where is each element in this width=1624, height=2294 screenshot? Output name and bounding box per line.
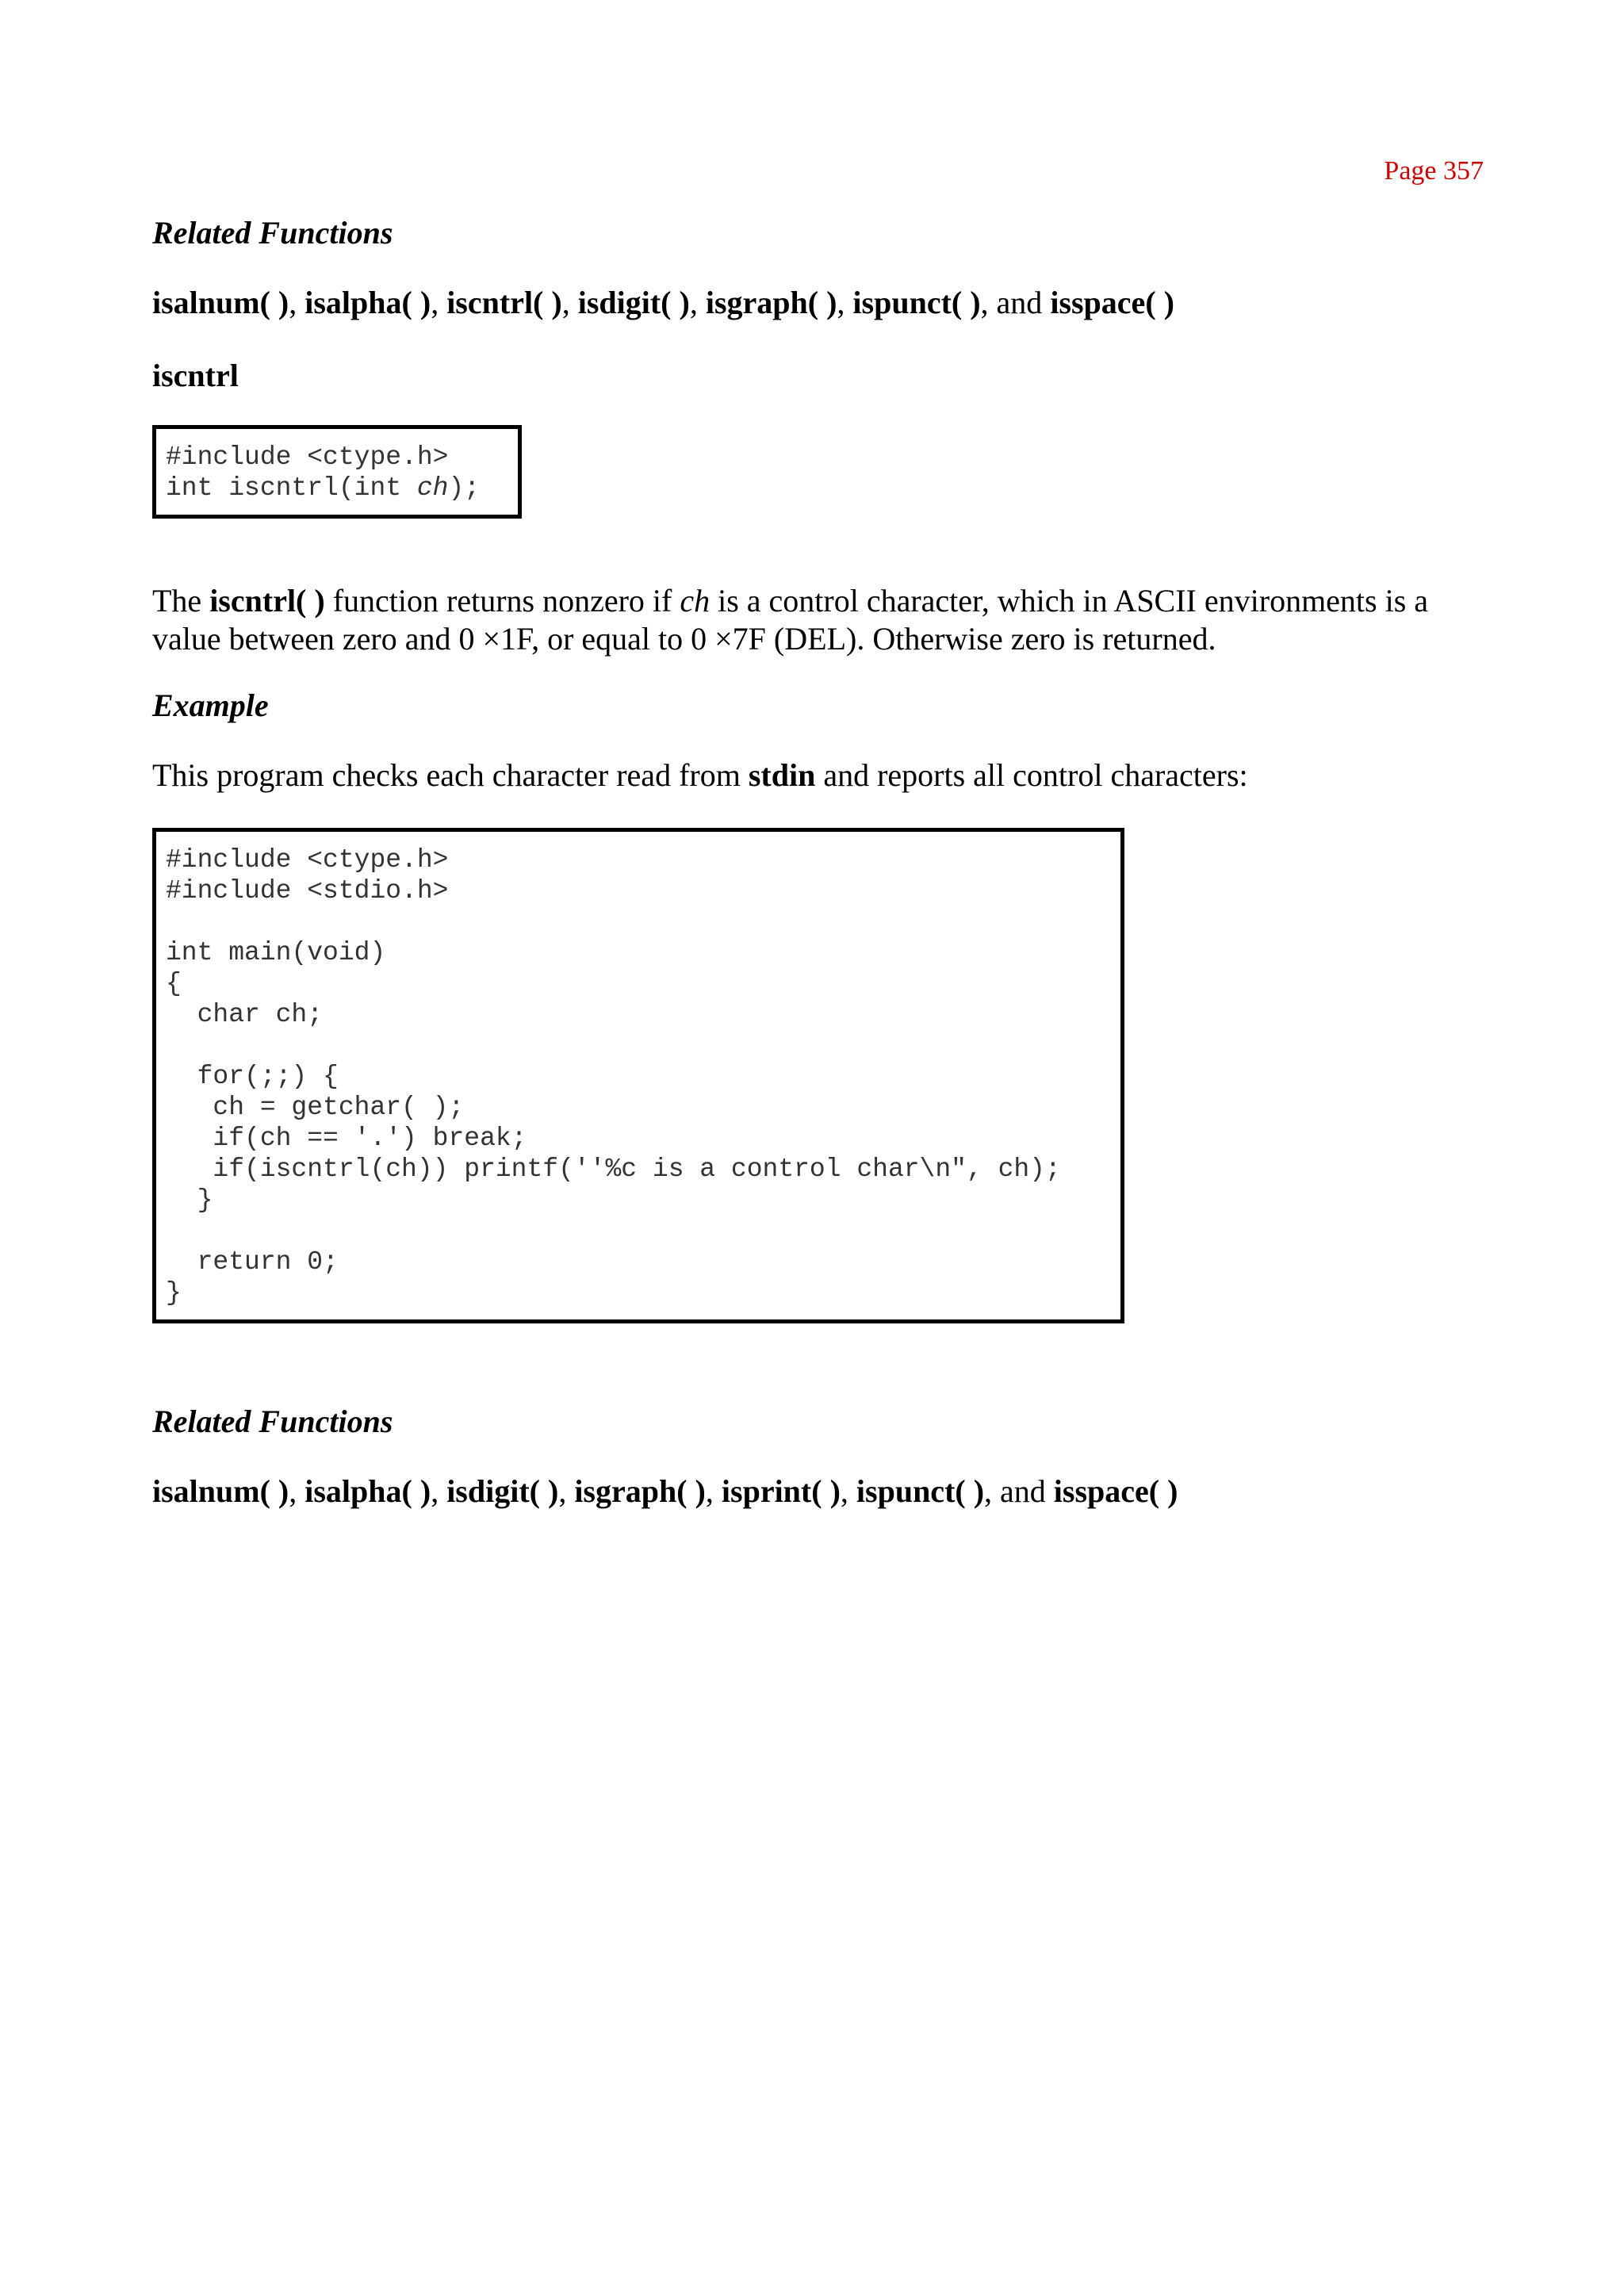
top-related-list <box>152 284 1492 322</box>
synopsis-line-end: ); <box>448 473 481 503</box>
separator: , <box>705 1473 722 1509</box>
description-text: The <box>152 583 210 618</box>
description-fn: iscntrl( ) <box>209 583 325 618</box>
synopsis-code-box <box>152 425 522 519</box>
related-fn: isalpha( ) <box>304 1473 431 1509</box>
example-intro-text: and reports all control characters: <box>815 757 1248 793</box>
separator: , and <box>980 285 1051 320</box>
related-fn: isdigit( ) <box>577 285 690 320</box>
entry-title: iscntrl <box>152 358 239 393</box>
page-number: Page 357 <box>1384 156 1484 186</box>
separator: , <box>561 285 578 320</box>
example-intro <box>152 756 1492 795</box>
related-fn: isgraph( ) <box>574 1473 706 1509</box>
related-fn: ispunct( ) <box>852 285 981 320</box>
example-code-box: #include <ctype.h> #include <stdio.h> int main(void) { char ch; for(;;) { ch = getchar( ); if(ch == '.') break; if(iscntrl(ch)) printf(''%c is a control char\n", ch); } return 0; } <box>152 828 1124 1323</box>
separator: , <box>431 285 447 320</box>
description-text: is a control character, which in ASCII environments is a value between zero and 0 ×1F, or equal to 0 ×7F (DEL). Otherwise zero is returned. <box>152 583 1429 657</box>
separator: , <box>289 1473 305 1509</box>
example-intro-bold: stdin <box>748 757 816 793</box>
synopsis-line: int iscntrl(int <box>166 473 417 503</box>
top-related-heading: Related Functions <box>152 215 393 251</box>
related-fn: isalpha( ) <box>304 285 431 320</box>
bottom-related-list <box>152 1473 1492 1511</box>
example-heading: Example <box>152 687 269 723</box>
separator: , <box>840 1473 856 1509</box>
separator: , <box>558 1473 575 1509</box>
separator: , <box>689 285 706 320</box>
description-text: function returns nonzero if <box>324 583 680 618</box>
separator: , <box>837 285 853 320</box>
separator: , and <box>984 1473 1054 1509</box>
related-fn: isalnum( ) <box>152 285 289 320</box>
synopsis-param: ch <box>416 473 449 503</box>
synopsis-line: #include <ctype.h> <box>166 442 449 472</box>
related-fn: isdigit( ) <box>446 1473 559 1509</box>
description-paragraph <box>152 582 1492 658</box>
example-intro-text: This program checks each character read from <box>152 757 749 793</box>
related-fn: iscntrl( ) <box>446 285 562 320</box>
related-fn: ispunct( ) <box>856 1473 985 1509</box>
related-fn: isspace( ) <box>1053 1473 1178 1509</box>
related-fn: isgraph( ) <box>705 285 837 320</box>
separator: , <box>431 1473 447 1509</box>
related-fn: isspace( ) <box>1050 285 1174 320</box>
bottom-related-heading: Related Functions <box>152 1404 393 1439</box>
page-content <box>152 214 1492 1511</box>
related-fn: isprint( ) <box>721 1473 841 1509</box>
description-param: ch <box>680 583 710 618</box>
related-fn: isalnum( ) <box>152 1473 289 1509</box>
separator: , <box>289 285 305 320</box>
